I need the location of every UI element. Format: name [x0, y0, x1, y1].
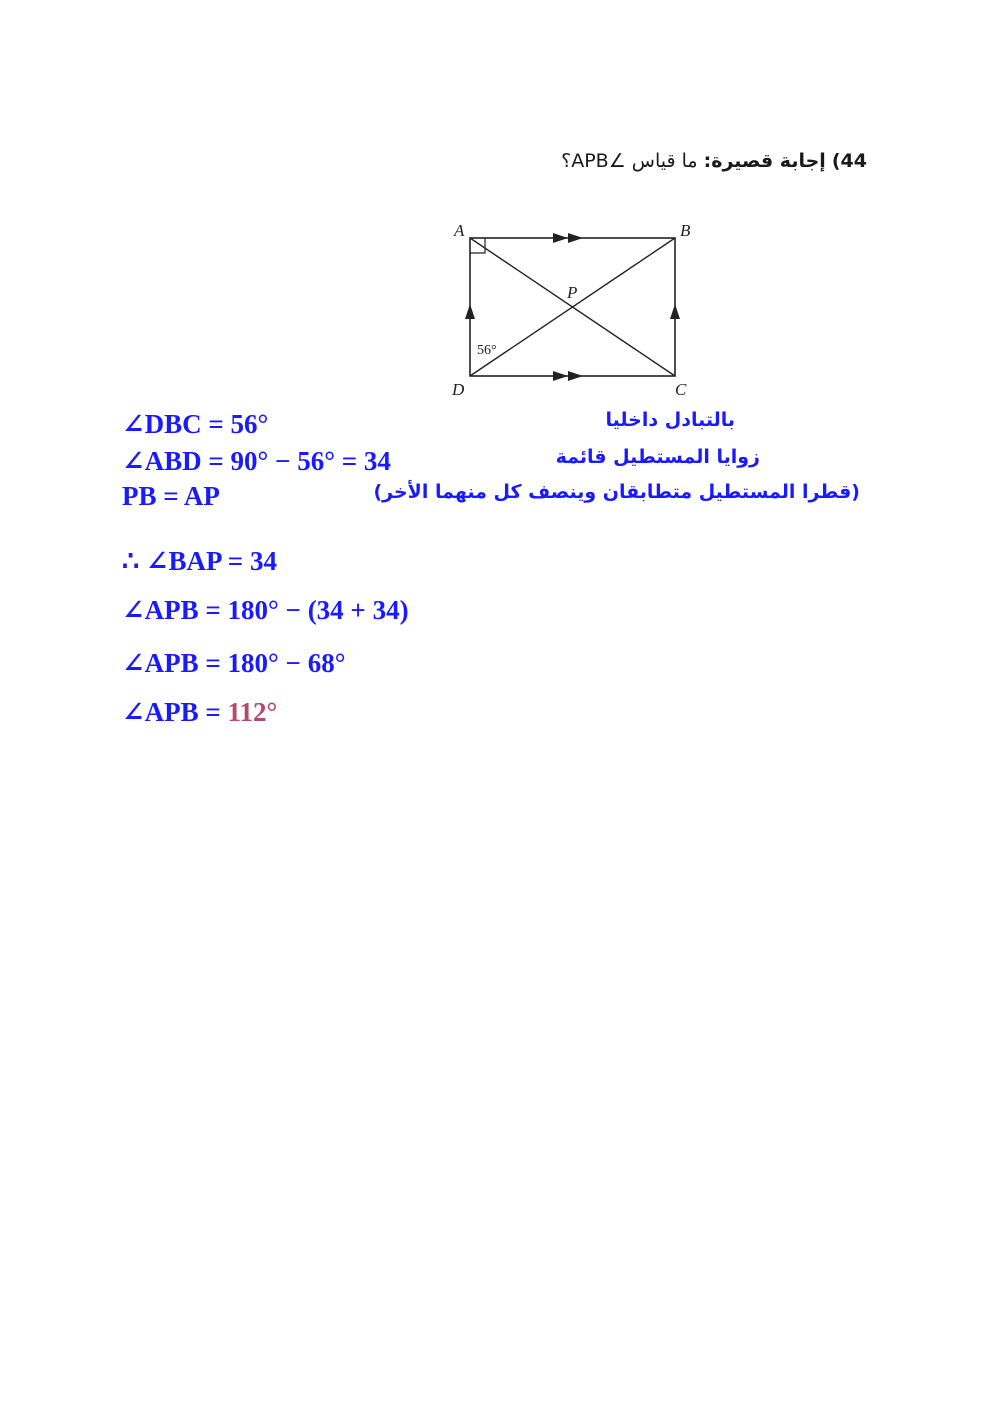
- arrow-dc-2: [568, 371, 583, 381]
- solution-line-2: ∠APB = 180° − (34 + 34): [122, 595, 409, 625]
- rectangle-figure: [440, 215, 710, 405]
- label-p: P: [567, 283, 578, 302]
- solution-line-3: ∠APB = 180° − 68°: [122, 648, 346, 678]
- step-3-reason: (قطرا المستطيل متطابقان وينصف كل منهما الأخر): [373, 481, 860, 503]
- question-header: [561, 150, 867, 172]
- arrow-ab-2: [568, 233, 583, 243]
- label-a: A: [454, 221, 465, 240]
- final-answer: 112°: [227, 697, 278, 727]
- rectangle-diagram: [440, 215, 710, 405]
- arrow-bc: [670, 304, 680, 319]
- step-1-reason: بالتبادل داخليا: [605, 409, 735, 431]
- step-3-math: PB = AP: [122, 481, 220, 511]
- angle-label-56: 56°: [477, 343, 497, 358]
- question-text: ما قياس ∠APB؟: [561, 150, 698, 172]
- solution-line-1: ∴ ∠BAP = 34: [122, 546, 277, 576]
- solution-line-4-prefix: ∠APB =: [122, 697, 228, 727]
- arrow-ab-1: [553, 233, 568, 243]
- arrow-ad: [465, 304, 475, 319]
- label-b: B: [680, 221, 691, 240]
- step-1-math: ∠DBC = 56°: [122, 409, 269, 439]
- label-c: C: [675, 380, 687, 399]
- label-d: D: [452, 380, 465, 399]
- arrow-dc-1: [553, 371, 568, 381]
- question-number: 44): [831, 150, 867, 172]
- step-2-math: ∠ABD = 90° − 56° = 34: [122, 446, 391, 476]
- question-label: إجابة قصيرة:: [703, 150, 826, 172]
- step-2-reason: زوايا المستطيل قائمة: [555, 446, 760, 468]
- solution-line-4: [122, 699, 277, 726]
